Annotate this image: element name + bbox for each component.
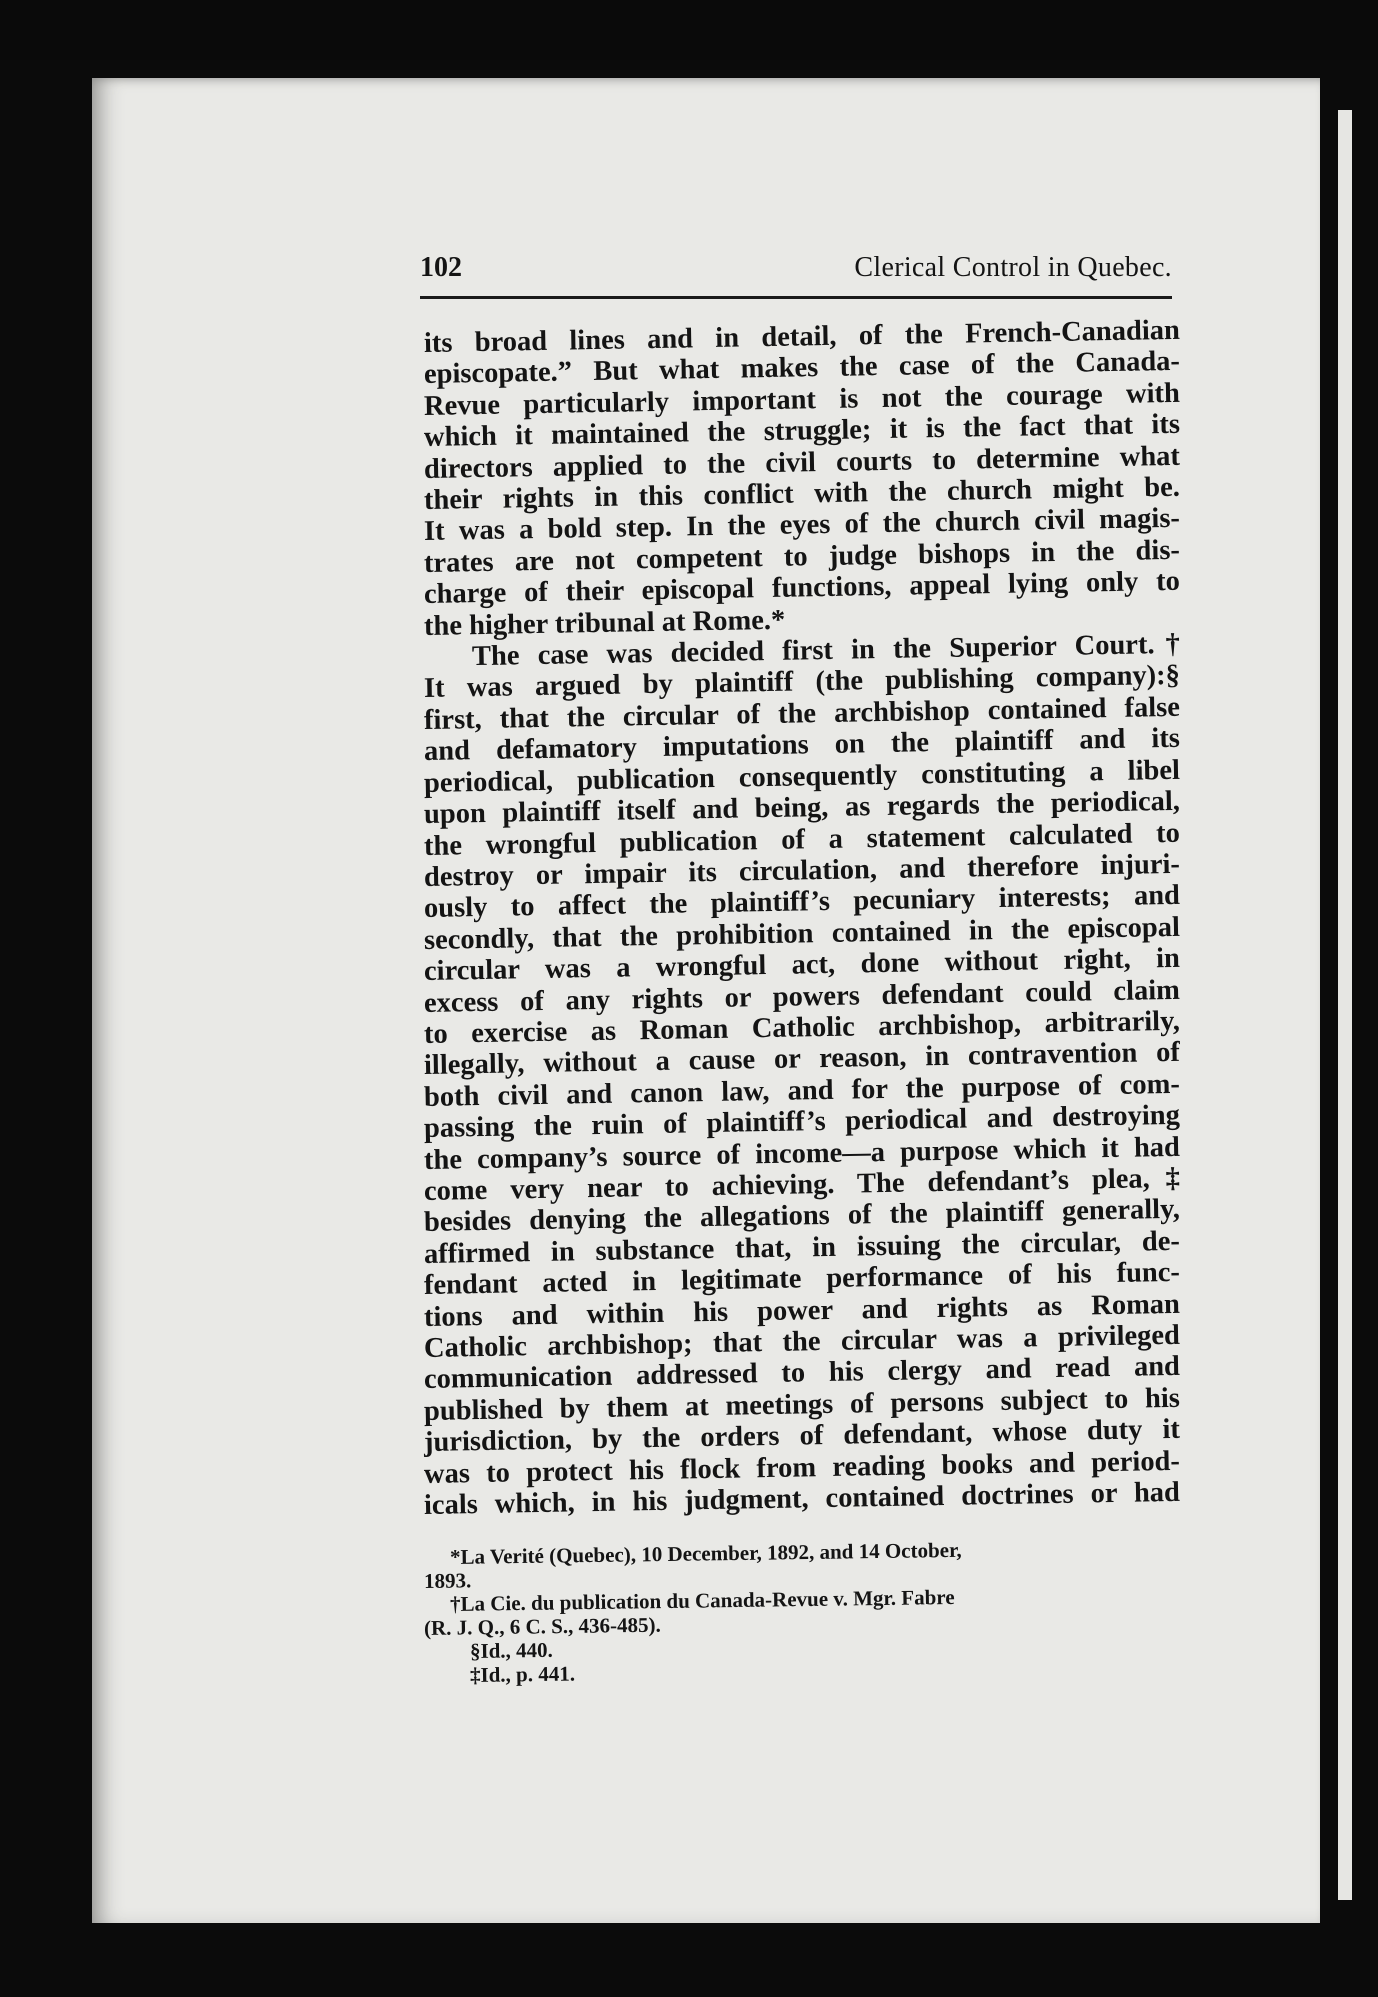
page-header xyxy=(420,248,1172,299)
text-line: and defamatory imputations on the plaintiff and its xyxy=(423,723,1181,768)
text-line: the wrongful publication of a statement calculated to xyxy=(423,817,1181,862)
text-line: Revue particularly important is not the courage with xyxy=(423,377,1181,422)
text-line: jurisdiction, by the orders of defendant, whose duty it xyxy=(423,1414,1181,1459)
text-line: charge of their episcopal functions, appeal lying only to xyxy=(423,566,1181,611)
text-line: periodical, publication consequently constituting a libel xyxy=(423,754,1181,799)
running-title: Clerical Control in Quebec. xyxy=(854,252,1172,283)
text-line: It was a bold step. In the eyes of the church civil magis- xyxy=(423,503,1181,548)
text-line: affirmed in substance that, in issuing the circular, de- xyxy=(423,1225,1181,1270)
text-line: upon plaintiff itself and being, as regards the periodical, xyxy=(423,785,1181,831)
body-text xyxy=(423,314,1181,1522)
text-line: ously to affect the plaintiff’s pecuniary interests; and xyxy=(423,880,1181,925)
footnote-line: §Id., 440. xyxy=(469,1637,554,1663)
text-line: trates are not competent to judge bishops in the dis- xyxy=(423,534,1181,579)
adjacent-page-edge xyxy=(1338,110,1352,1900)
text-line: tions and within his power and rights as Roman xyxy=(423,1288,1181,1333)
footnotes xyxy=(423,1537,1210,1687)
text-line: both civil and canon law, and for the purpose of com- xyxy=(423,1068,1181,1113)
text-line: which it maintained the struggle; it is the fact that its xyxy=(423,409,1181,454)
text-line: icals which, in his judgment, contained doctrines or had xyxy=(423,1476,1181,1522)
footnote-line: ‡Id., p. 441. xyxy=(469,1661,576,1687)
text-line: their rights in this conflict with the church might be. xyxy=(423,471,1181,517)
text-line: communication addressed to his clergy and read and xyxy=(423,1351,1181,1396)
text-line: circular was a wrongful act, done without right, in xyxy=(423,942,1181,988)
text-line: Catholic archbishop; that the circular was a privileged xyxy=(423,1319,1181,1364)
text-line: besides denying the allegations of the plaintiff generally, xyxy=(423,1194,1181,1239)
text-line: fendant acted in legitimate performance of his func- xyxy=(423,1256,1181,1302)
text-line: the higher tribunal at Rome.* xyxy=(423,604,786,642)
text-line: excess of any rights or powers defendant could claim xyxy=(423,974,1181,1019)
text-line: the company’s source of income—a purpose which it had xyxy=(423,1131,1181,1176)
text-line: directors applied to the civil courts to determine what xyxy=(423,440,1181,485)
text-line: The case was decided first in the Superior Court.† xyxy=(471,628,1181,673)
scan-border-top xyxy=(0,0,1378,60)
text-line: passing the ruin of plaintiff’s periodical and destroying xyxy=(423,1099,1181,1145)
text-line: its broad lines and in detail, of the French-Canadian xyxy=(423,314,1181,359)
text-line: to exercise as Roman Catholic archbishop, arbitrarily, xyxy=(423,1005,1181,1050)
footnote-line: (R. J. Q., 6 C. S., 436-485). xyxy=(423,1612,661,1640)
text-line: published by them at meetings of persons subject to his xyxy=(423,1382,1181,1427)
text-line: come very near to achieving. The defendant’s plea,‡ xyxy=(423,1162,1181,1207)
text-line: first, that the circular of the archbishop contained false xyxy=(423,691,1181,736)
text-line: destroy or impair its circulation, and therefore injuri- xyxy=(423,848,1181,893)
text-line: It was argued by plaintiff (the publishing company):§ xyxy=(423,660,1181,705)
footnote-line: 1893. xyxy=(423,1567,472,1593)
footnote-line: †La Cie. du publication du Canada-Revue v. Mgr. Fabre xyxy=(449,1584,955,1616)
page-number: 102 xyxy=(420,252,462,283)
text-line: illegally, without a cause or reason, in contravention of xyxy=(423,1037,1181,1082)
text-line: was to protect his flock from reading books and period- xyxy=(423,1445,1181,1490)
text-line: episcopate.” But what makes the case of the Canada- xyxy=(423,346,1181,391)
footnote-line: *La Verité (Quebec), 10 December, 1892, and 14 October, xyxy=(449,1537,962,1569)
text-line: secondly, that the prohibition contained in the episcopal xyxy=(423,911,1181,956)
